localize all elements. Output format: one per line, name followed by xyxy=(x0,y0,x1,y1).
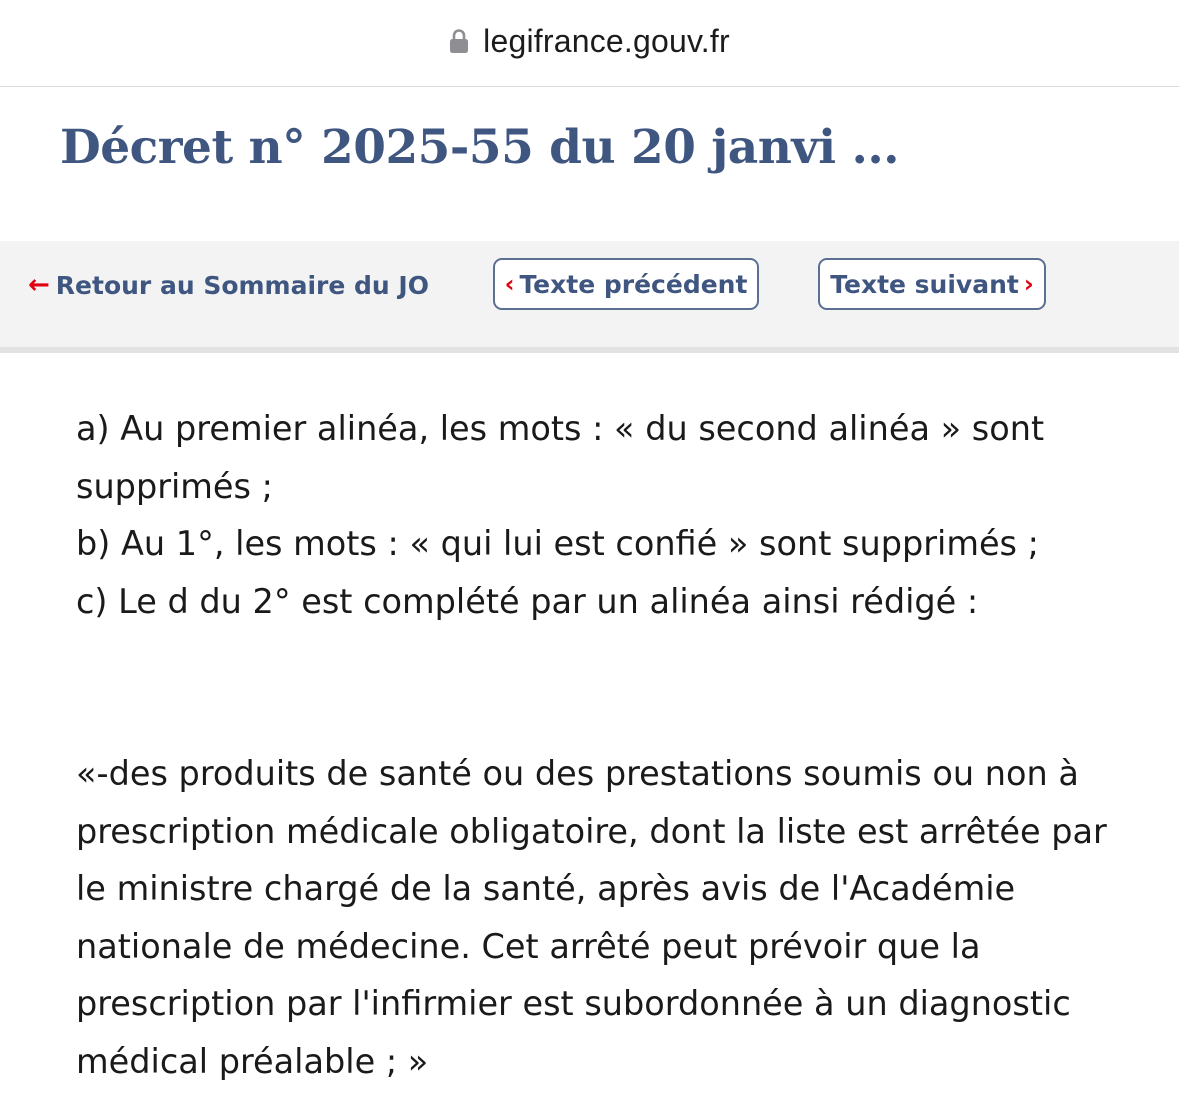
url-text: legifrance.gouv.fr xyxy=(483,22,730,59)
page-header xyxy=(60,120,1160,175)
article-body xyxy=(76,400,1146,1090)
address-bar-content xyxy=(449,23,730,60)
article-item-c: c) Le d du 2° est complété par un alinéa ainsi rédigé : xyxy=(76,581,979,621)
back-to-summary-link[interactable] xyxy=(28,271,429,299)
chevron-left-icon: ‹ xyxy=(504,270,515,298)
browser-address-bar[interactable] xyxy=(0,0,1179,87)
paragraph-spacer xyxy=(76,630,1146,745)
text-navigation-bar xyxy=(0,241,1179,353)
lock-icon xyxy=(449,28,469,54)
quoted-paragraph: «-des produits de santé ou des prestations soumis ou non à prescription médicale obligatoire, dont la liste est arrêtée par le ministre chargé de la santé, après avis de l'Académie nationale de médecine. Cet arrêté peut prévoir que la prescription par l'infirmier est subordonnée à un diagnostic médical préalable ; » xyxy=(76,754,1107,1081)
previous-text-button[interactable] xyxy=(493,258,759,310)
page-title: Décret n° 2025-55 du 20 janvi ... xyxy=(60,120,900,175)
article-item-b: b) Au 1°, les mots : « qui lui est confié » sont supprimés ; xyxy=(76,524,1039,563)
arrow-left-icon: ← xyxy=(28,270,50,300)
chevron-right-icon: › xyxy=(1023,270,1034,298)
article-item-a: a) Au premier alinéa, les mots : « du second alinéa » sont supprimés ; xyxy=(76,409,1045,506)
previous-text-label: Texte précédent xyxy=(519,269,748,299)
next-text-button[interactable] xyxy=(818,258,1046,310)
back-to-summary-label: Retour au Sommaire du JO xyxy=(55,270,429,300)
next-text-label: Texte suivant xyxy=(830,269,1019,299)
